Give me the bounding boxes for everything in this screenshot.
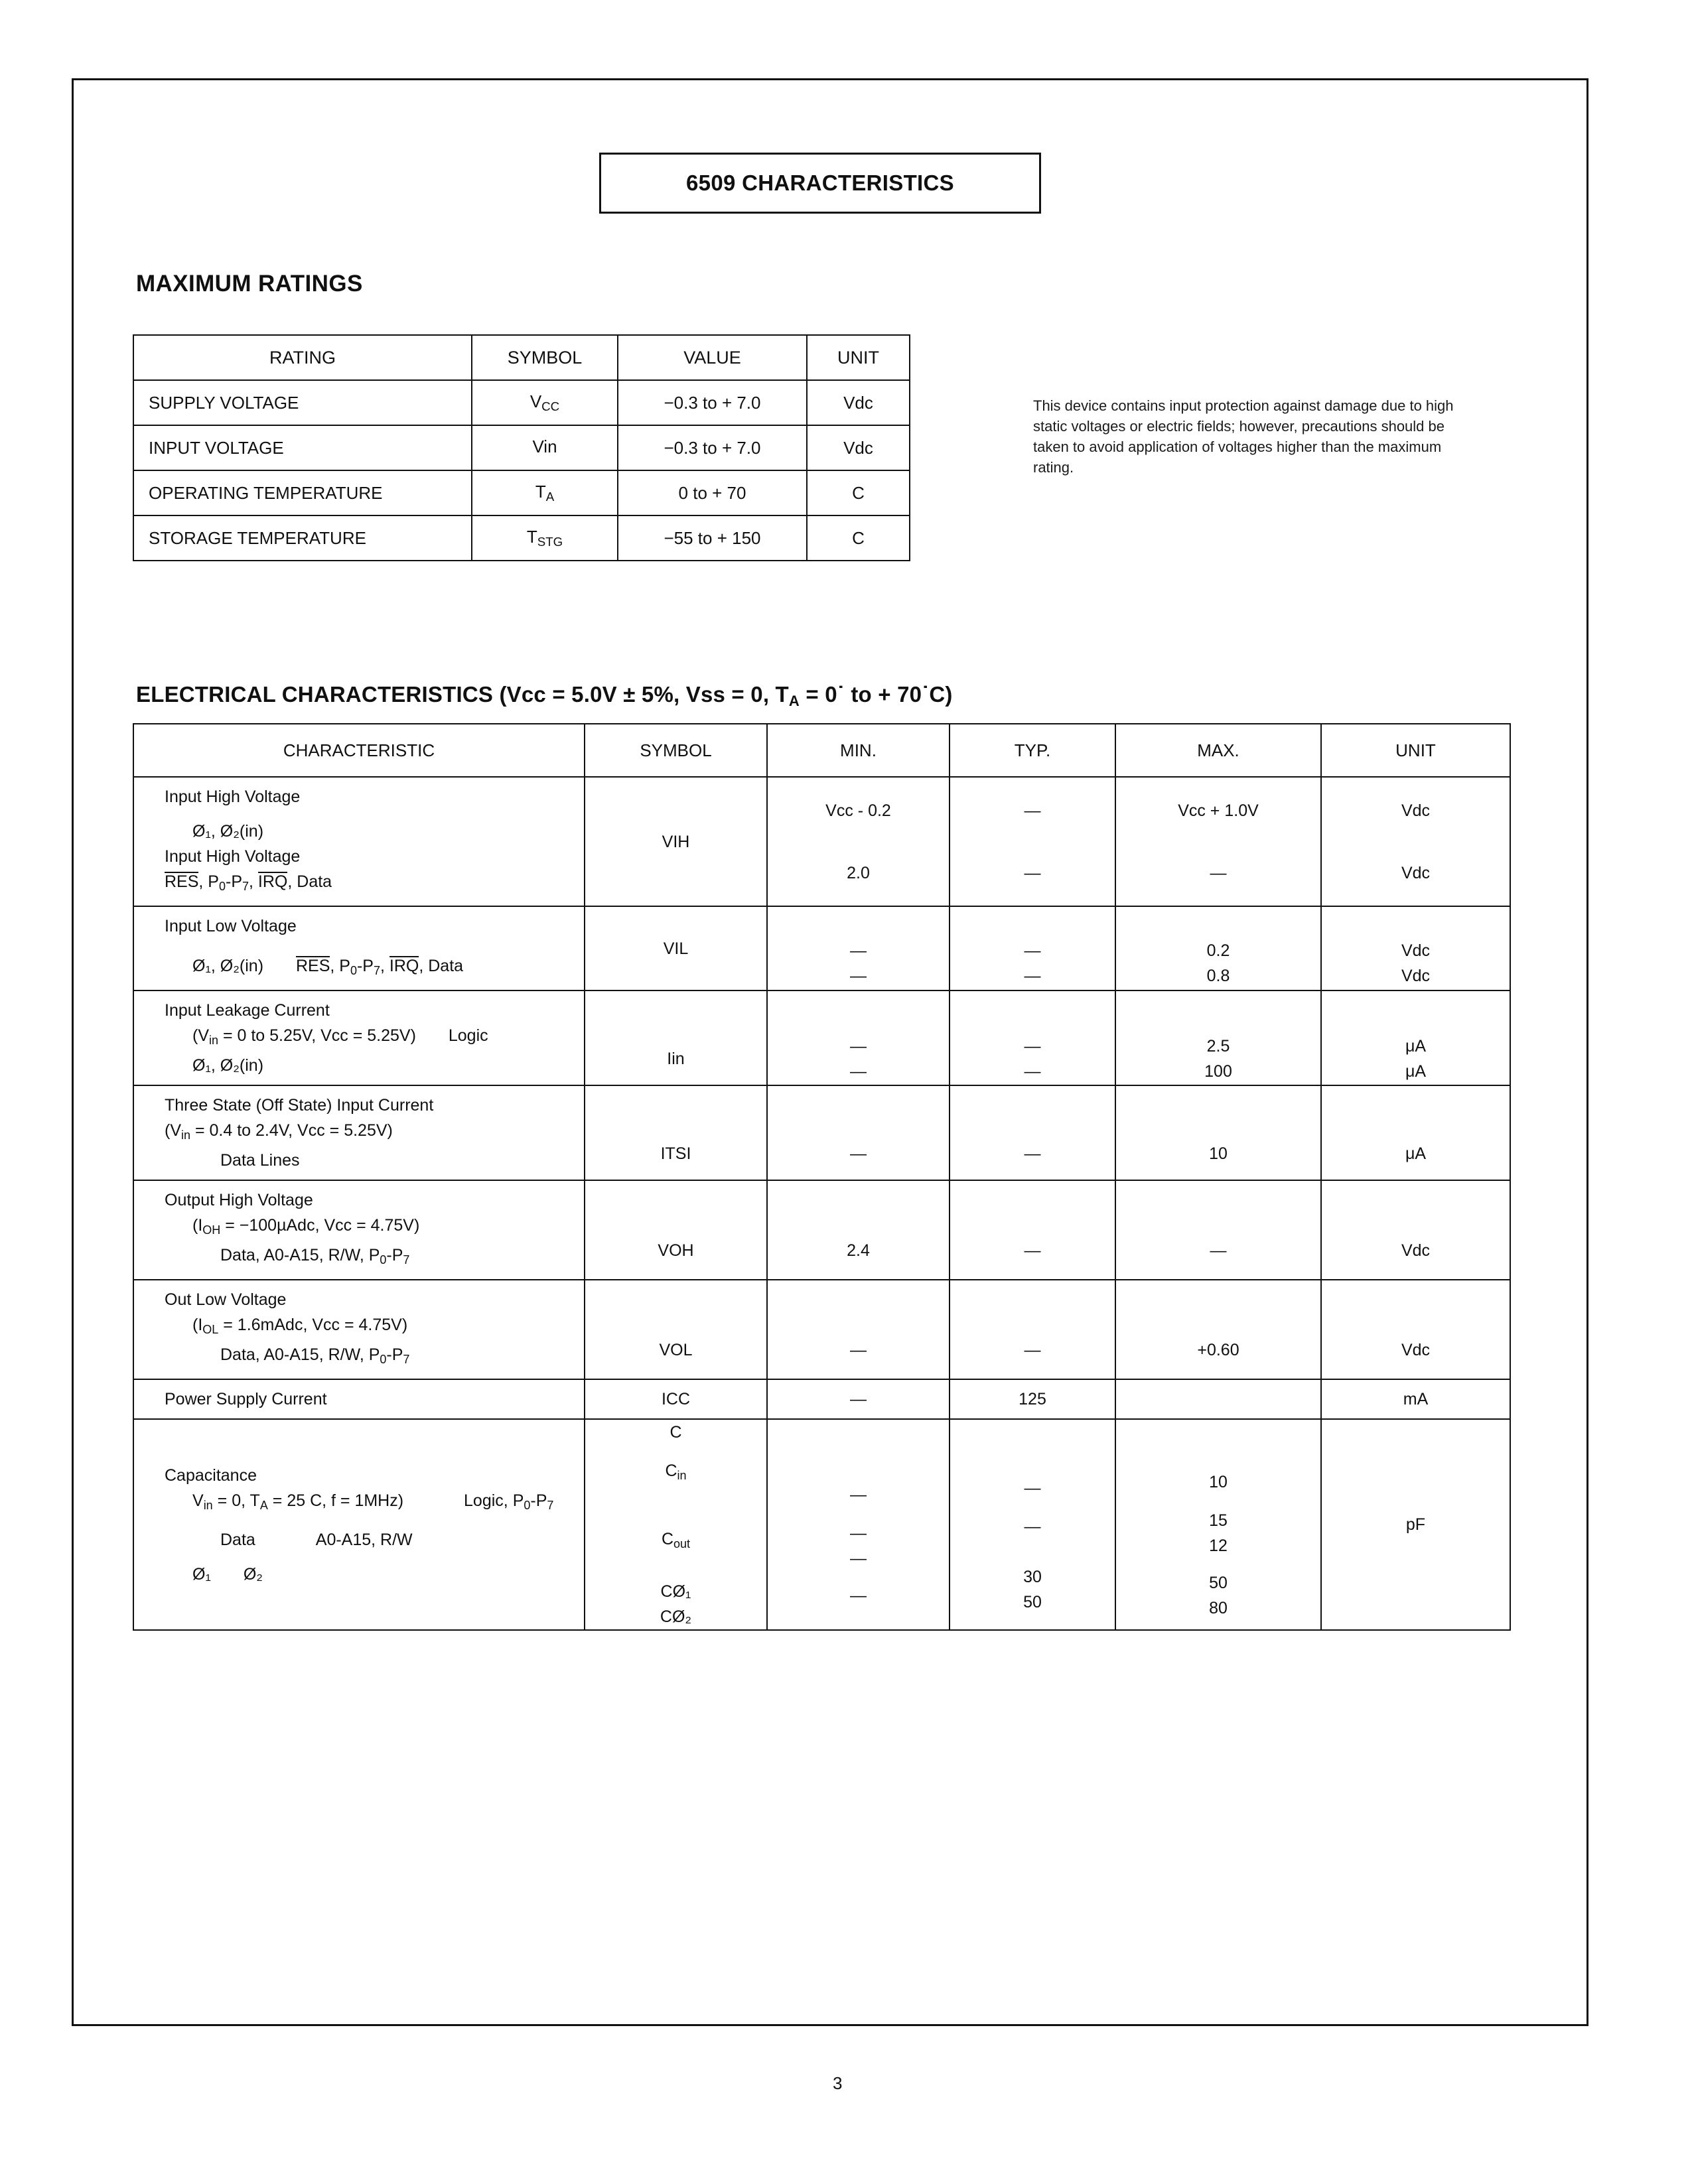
char-line: Input High Voltage [165,847,301,866]
elec-heading-suffix: = 0˙ to + 70˙C) [800,682,953,707]
unit-cell: mA [1321,1379,1510,1419]
char-line: Logic [448,1026,488,1046]
max-value-1: 0.2 [1206,941,1230,960]
col-header-min: MIN. [767,724,950,777]
col-header-value: VALUE [618,335,807,380]
typ-value-2: — [1024,1479,1041,1498]
symbol-cell: VOH [585,1180,767,1280]
elec-heading-prefix: ELECTRICAL CHARACTERISTICS (Vcc = 5.0V ± 5%, Vss = 0, T [136,682,789,707]
col-header-symbol: SYMBOL [585,724,767,777]
electrical-characteristics-table [133,723,1511,1631]
max-cell [1115,990,1321,1085]
symbol-2: $C_{in}$ [665,1462,687,1483]
typ-cell [950,906,1115,990]
min-value-2: — [850,1061,867,1081]
typ-cell [950,777,1115,906]
min-value-2: — [850,966,867,985]
characteristic-cell [133,1280,585,1379]
char-line: Ø₁ [192,1564,211,1584]
table-row [133,380,910,425]
max-value-1: 10 [1209,1473,1228,1492]
elec-heading-sub: A [788,693,800,710]
char-line: Data, A0-A15, R/W, $P_0-P_7$ [220,1246,410,1267]
min-value-5: — [850,1586,867,1605]
typ-cell: 125 [950,1379,1115,1419]
col-header-symbol: SYMBOL [472,335,618,380]
min-value-2: 2.0 [847,863,870,882]
symbol-cell: ICC [585,1379,767,1419]
symbol-cell: VIH [585,777,767,906]
char-line: Ø₁, Ø₂(in) [192,1056,264,1075]
characteristic-cell: Power Supply Current [133,1379,585,1419]
unit-value-1: pF [1405,1515,1426,1535]
typ-cell: — [950,1085,1115,1180]
char-line: Input High Voltage [165,787,301,806]
static-protection-note: This device contains input protection against damage due to high static voltages or electric fields; however, precautions should be taken to avoid application of voltages higher than the maximum rating. [1033,397,1454,476]
min-cell [767,990,950,1085]
table-row [133,1180,1510,1280]
characteristic-cell [133,1419,585,1630]
char-line: Data, A0-A15, R/W, $P_0-P_7$ [220,1345,410,1367]
characteristic-cell [133,1180,585,1280]
max-cell: — [1115,1180,1321,1280]
symbol-cell: ITSI [585,1085,767,1180]
rating-label: INPUT VOLTAGE [133,425,472,470]
rating-value: −0.3 to + 7.0 [618,425,807,470]
unit-cell [1321,1419,1510,1630]
char-line: Out Low Voltage [165,1290,287,1310]
page-number: 3 [833,2073,843,2093]
min-cell: — [767,1085,950,1180]
char-line: Data Lines [220,1151,300,1170]
char-line: Capacitance [165,1466,257,1485]
symbol-cell: VOL [585,1280,767,1379]
char-line: Three State (Off State) Input Current [165,1096,434,1115]
max-value-3: 12 [1209,1536,1228,1556]
rating-symbol: Vin [472,425,618,470]
min-cell [767,1419,950,1630]
unit-cell: μA [1321,1085,1510,1180]
char-line: RES, $P_0-P_7$, IRQ, Data [165,872,332,894]
char-line: Data [220,1530,255,1549]
symbol-3: $C_{out}$ [661,1530,691,1551]
max-value-2: 0.8 [1206,966,1230,985]
maximum-ratings-table [133,334,910,561]
unit-cell [1321,906,1510,990]
char-line: Ø₁, Ø₂(in) [192,957,264,976]
col-header-typ: TYP. [950,724,1115,777]
table-row [133,990,1510,1085]
typ-value-4: 30 [1023,1568,1042,1587]
rating-unit: C [807,515,910,561]
col-header-max: MAX. [1115,724,1321,777]
typ-cell: — [950,1180,1115,1280]
characteristic-cell [133,1085,585,1180]
max-cell: 10 [1115,1085,1321,1180]
rating-label: SUPPLY VOLTAGE [133,380,472,425]
min-value-3: — [850,1524,867,1543]
typ-cell [950,1419,1115,1630]
min-value-1: — [850,941,867,960]
typ-value-3: — [1024,1517,1041,1536]
min-value-1: Vcc - 0.2 [825,801,891,820]
table-row [133,515,910,561]
table-row [133,906,1510,990]
max-cell [1115,777,1321,906]
typ-value-2: — [1024,1061,1041,1081]
symbol-4: CØ₁ [660,1582,691,1602]
typ-value-1: — [1024,801,1041,820]
rating-symbol: $V_{CC}$ [472,380,618,425]
max-value-5: 80 [1209,1599,1228,1618]
min-cell [767,777,950,906]
typ-value-2: — [1024,863,1041,882]
rating-unit: Vdc [807,380,910,425]
unit-cell [1321,990,1510,1085]
symbol-5: CØ₂ [660,1607,692,1627]
table-row [133,425,910,470]
col-header-unit: UNIT [1321,724,1510,777]
min-value-2: — [850,1485,867,1505]
rating-label: STORAGE TEMPERATURE [133,515,472,561]
min-cell: 2.4 [767,1180,950,1280]
typ-value-5: 50 [1023,1593,1042,1612]
char-line: ($V_{in} = 0.4$ to 2.4V, Vcc = 5.25V) [165,1121,393,1142]
typ-value-2: — [1024,966,1041,985]
electrical-characteristics-heading [136,682,953,710]
rating-unit: C [807,470,910,515]
rating-symbol: $T_{STG}$ [472,515,618,561]
maximum-ratings-heading: MAXIMUM RATINGS [136,271,363,297]
max-cell [1115,1419,1321,1630]
unit-value-1: Vdc [1401,801,1431,820]
symbol-cell: VIL [585,906,767,990]
max-cell: +0.60 [1115,1280,1321,1379]
char-line: ($V_{in} = 0$ to 5.25V, Vcc = 5.25V) [192,1026,416,1048]
col-header-characteristic: CHARACTERISTIC [133,724,585,777]
min-cell: — [767,1280,950,1379]
char-line: ($I_{OL}$ = 1.6mAdc, Vcc = 4.75V) [192,1316,408,1337]
col-header-unit: UNIT [807,335,910,380]
rating-unit: Vdc [807,425,910,470]
max-cell [1115,1379,1321,1419]
page-title: 6509 CHARACTERISTICS [686,171,954,195]
max-value-2: 15 [1209,1511,1228,1531]
char-line: A0-A15, R/W [315,1530,413,1549]
max-value-2: 100 [1204,1061,1232,1081]
typ-cell [950,990,1115,1085]
rating-label: OPERATING TEMPERATURE [133,470,472,515]
char-line: Logic, $P_0-P_7$ [464,1491,554,1512]
min-value-1: — [850,1036,867,1056]
table-row [133,1280,1510,1379]
max-value-1: Vcc + 1.0V [1178,801,1259,820]
symbol-1: C [670,1423,682,1442]
table-header-row [133,724,1510,777]
symbol-cell: Iin [585,990,767,1085]
table-row [133,777,1510,906]
typ-cell: — [950,1280,1115,1379]
unit-value-2: Vdc [1401,863,1431,882]
unit-value-1: Vdc [1401,941,1431,960]
min-cell [767,906,950,990]
document-title-box [599,153,1041,214]
unit-cell: Vdc [1321,1280,1510,1379]
characteristic-cell [133,990,585,1085]
rating-value: −0.3 to + 7.0 [618,380,807,425]
table-row [133,1419,1510,1630]
char-line: ($I_{OH} = -100\mu Adc$, Vcc = 4.75V) [192,1216,420,1237]
char-line: Output High Voltage [165,1191,313,1210]
table-row [133,1085,1510,1180]
symbol-cell [585,1419,767,1630]
char-line: Input Leakage Current [165,1001,330,1020]
col-header-rating: RATING [133,335,472,380]
char-line: Ø₂ [243,1564,263,1584]
table-header-row [133,335,910,380]
unit-cell [1321,777,1510,906]
characteristic-cell [133,906,585,990]
typ-value-1: — [1024,941,1041,960]
rating-value: −55 to + 150 [618,515,807,561]
min-cell: — [767,1379,950,1419]
max-value-2: — [1210,863,1227,882]
char-line: $V_{in} = 0$, $T_A = 25$ C, f = 1MHz) [192,1491,404,1512]
unit-value-2: μA [1405,1061,1427,1081]
max-value-1: 2.5 [1206,1036,1230,1056]
unit-value-2: Vdc [1401,966,1431,985]
unit-cell: Vdc [1321,1180,1510,1280]
characteristic-cell [133,777,585,906]
table-row [133,470,910,515]
rating-symbol: $T_A$ [472,470,618,515]
unit-value-1: μA [1405,1036,1427,1056]
max-value-4: 50 [1209,1574,1228,1593]
max-cell [1115,906,1321,990]
char-line: Ø₁, Ø₂(in) [192,822,264,841]
table-row [133,1379,1510,1419]
char-line: RES, $P_0-P_7$, IRQ, Data [295,957,464,978]
char-line: Input Low Voltage [165,917,297,936]
rating-value: 0 to + 70 [618,470,807,515]
min-value-4: — [850,1549,867,1568]
typ-value-1: — [1024,1036,1041,1056]
